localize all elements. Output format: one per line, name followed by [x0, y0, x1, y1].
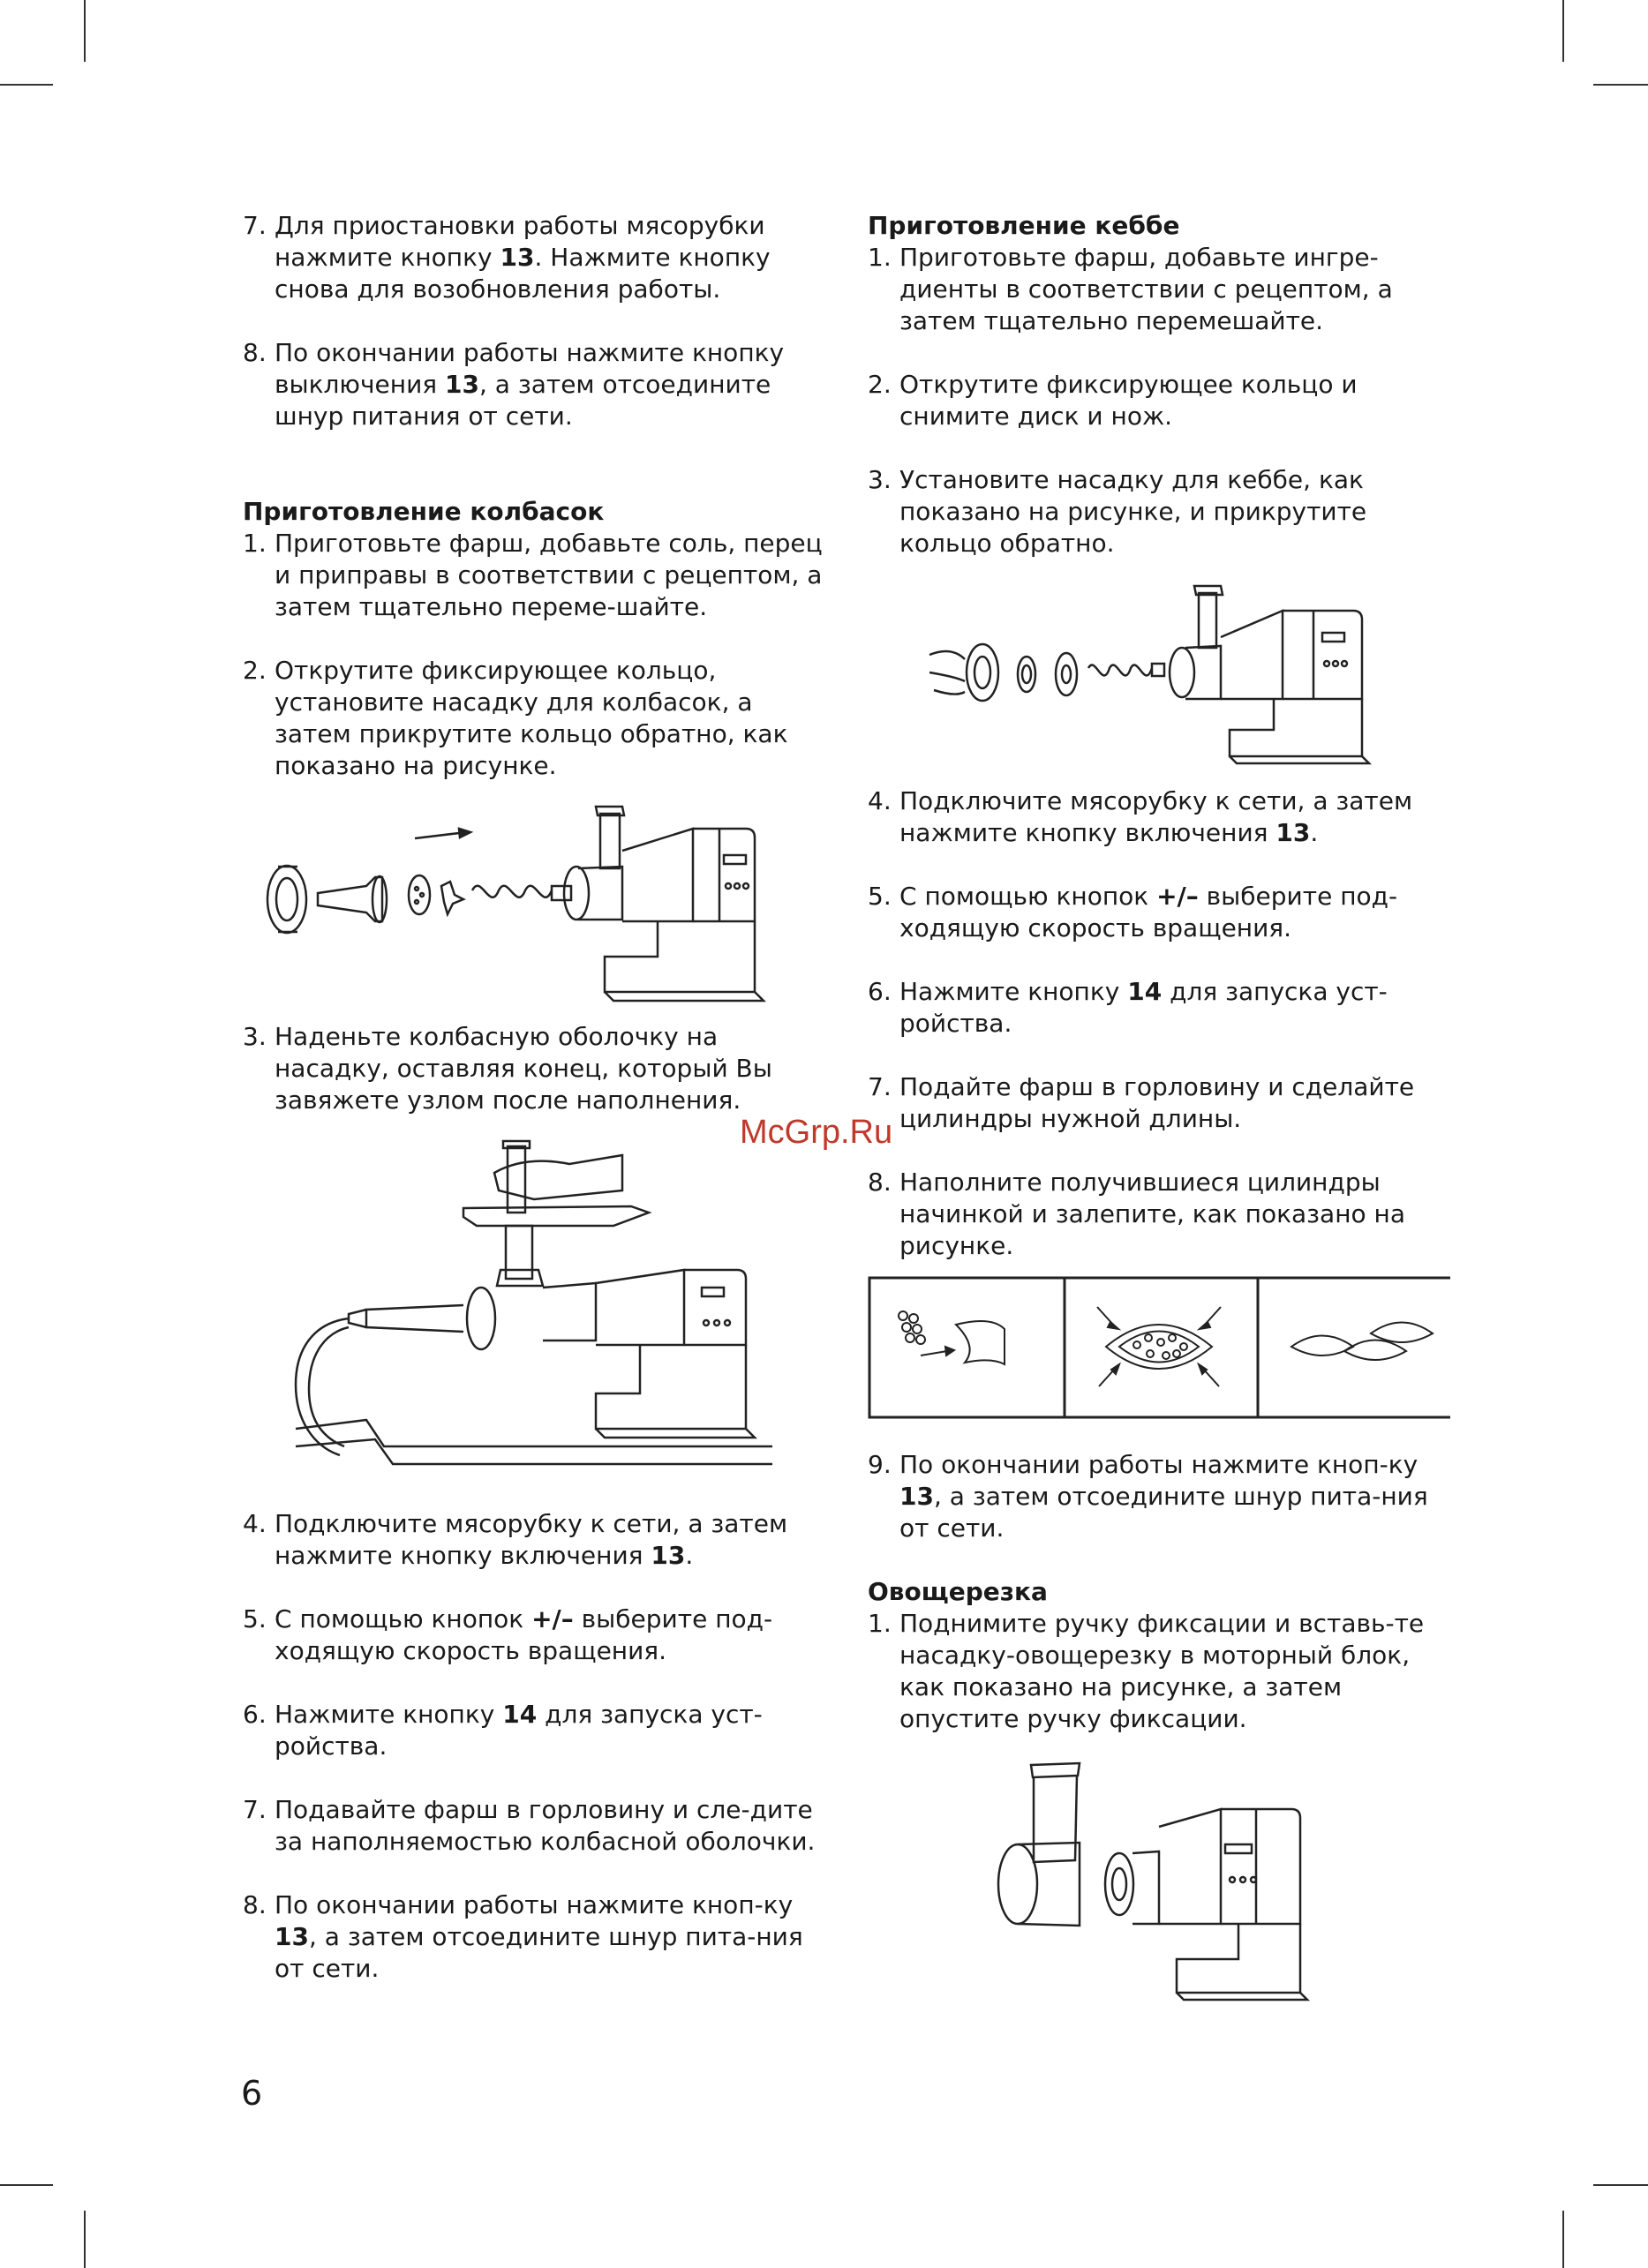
step-number: 5.	[243, 1604, 267, 1633]
illustration-kebbe-shaping	[868, 1276, 1450, 1419]
step-number: 2.	[243, 656, 267, 685]
step-number: 1.	[868, 1609, 892, 1638]
step-list-sausage-continued	[243, 1508, 825, 1985]
step-item	[868, 785, 1450, 849]
crop-mark	[84, 2211, 86, 2268]
step-text: По окончании работы нажмите кноп-ку 13, а затем отсоедините шнур пита-ния от сети.	[275, 1890, 803, 1983]
step-text: Подключите мясорубку к сети, а затем нажмите кнопку включения 13.	[899, 786, 1413, 847]
step-text: Подавайте фарш в горловину и сле-дите за наполняемостью колбасной оболочки.	[275, 1795, 816, 1856]
step-number: 7.	[243, 211, 267, 240]
step-text: Наполните получившиеся цилиндры начинкой и залепите, как показано на рисунке.	[899, 1168, 1406, 1260]
step-number: 8.	[868, 1168, 892, 1197]
step-text: Приготовьте фарш, добавьте соль, перец и приправы в соответствии с рецептом, а затем тщательно переме-шайте.	[275, 529, 823, 621]
step-text: Наденьте колбасную оболочку на насадку, оставляя конец, который Вы завяжете узлом после наполнения.	[275, 1022, 772, 1115]
step-number: 3.	[868, 465, 892, 494]
step-item	[243, 1603, 825, 1667]
step-text: Нажмите кнопку 14 для запуска уст-ройства.	[899, 977, 1388, 1038]
step-text: Открутите фиксирующее кольцо и снимите диск и нож.	[899, 370, 1358, 431]
step-list-kebbe	[868, 242, 1450, 559]
step-list-grinder	[243, 210, 825, 432]
step-number: 8.	[243, 1890, 267, 1919]
step-item	[243, 1794, 825, 1858]
step-list-kebbe-continued	[868, 785, 1450, 1262]
step-item	[243, 528, 825, 623]
step-item	[243, 655, 825, 782]
step-text: С помощью кнопок +/– выберите под-ходящую скорость вращения.	[899, 882, 1398, 942]
step-list-sausage	[243, 528, 825, 782]
step-text: С помощью кнопок +/– выберите под-ходящую скорость вращения.	[275, 1604, 773, 1665]
step-item	[243, 337, 825, 432]
step-item	[243, 210, 825, 305]
step-number: 2.	[868, 370, 892, 399]
watermark: McGrp.Ru	[740, 1114, 893, 1151]
step-text: Поднимите ручку фиксации и вставь-те насадку-овощерезку в моторный блок, как показано на рисунке, а затем опустите ручку фиксации.	[899, 1609, 1425, 1733]
figure-sausage-casing	[243, 1129, 825, 1499]
step-number: 6.	[243, 1700, 267, 1729]
step-number: 4.	[243, 1509, 267, 1538]
step-number: 3.	[243, 1022, 267, 1051]
crop-mark	[1562, 0, 1564, 62]
left-column	[243, 210, 825, 1985]
step-text: Подключите мясорубку к сети, а затем нажмите кнопку включения 13.	[275, 1509, 788, 1570]
crop-mark	[1593, 2184, 1648, 2186]
figure-vegetable-grater	[868, 1756, 1450, 2012]
step-item	[243, 1889, 825, 1985]
step-number: 1.	[868, 243, 892, 272]
step-number: 5.	[868, 882, 892, 911]
step-text: По окончании работы нажмите кноп-ку 13, а затем отсоедините шнур пита-ния от сети.	[899, 1450, 1428, 1543]
figure-kebbe-attachment	[868, 575, 1450, 770]
step-text: Для приостановки работы мясорубки нажмите кнопку 13. Нажмите кнопку снова для возобновления работы.	[275, 211, 771, 304]
section-heading-grater: Овощерезка	[868, 1577, 1048, 1606]
step-number: 7.	[243, 1795, 267, 1824]
step-text: Приготовьте фарш, добавьте ингре-диенты в соответствии с рецептом, а затем тщательно перемешайте.	[899, 243, 1393, 335]
illustration-sausage-casing	[243, 1129, 825, 1499]
step-text: По окончании работы нажмите кнопку выключения 13, а затем отсоедините шнур питания от сети.	[275, 338, 785, 431]
step-number: 4.	[868, 786, 892, 815]
step-item	[868, 1449, 1450, 1544]
step-item	[868, 1071, 1450, 1135]
step-text: Открутите фиксирующее кольцо, установите насадку для колбасок, а затем прикрутите кольцо обратно, как показано на рисунке.	[275, 656, 788, 780]
step-item	[868, 881, 1450, 944]
step-text: Установите насадку для кеббе, как показано на рисунке, и прикрутите кольцо обратно.	[899, 465, 1367, 558]
step-number: 8.	[243, 338, 267, 367]
crop-mark	[1593, 84, 1648, 86]
step-number: 7.	[868, 1072, 892, 1101]
section-heading-sausage: Приготовление колбасок	[243, 497, 605, 526]
step-text: Нажмите кнопку 14 для запуска уст-ройства.	[275, 1700, 763, 1761]
illustration-vegetable-grater	[868, 1756, 1450, 2012]
step-number: 1.	[243, 529, 267, 558]
step-item	[868, 1608, 1450, 1735]
step-item	[868, 369, 1450, 432]
illustration-sausage-attachment	[243, 789, 825, 1014]
step-item	[868, 242, 1450, 337]
crop-mark	[0, 84, 53, 86]
right-column	[868, 210, 1450, 2012]
figure-kebbe-shaping	[868, 1276, 1450, 1419]
step-item	[243, 1021, 825, 1116]
step-item	[243, 1699, 825, 1762]
crop-mark	[84, 0, 86, 62]
crop-mark	[0, 2184, 53, 2186]
illustration-kebbe-attachment	[868, 575, 1450, 770]
crop-mark	[1562, 2211, 1564, 2268]
step-item	[243, 1508, 825, 1572]
section-heading-kebbe: Приготовление кеббе	[868, 211, 1180, 240]
step-number: 9.	[868, 1450, 892, 1479]
step-number: 6.	[868, 977, 892, 1006]
page-number: 6	[241, 2074, 263, 2113]
figure-sausage-attachment	[243, 789, 825, 1014]
step-item	[868, 1167, 1450, 1262]
step-item	[868, 976, 1450, 1040]
step-item	[868, 464, 1450, 559]
step-text: Подайте фарш в горловину и сделайте цилиндры нужной длины.	[899, 1072, 1415, 1133]
